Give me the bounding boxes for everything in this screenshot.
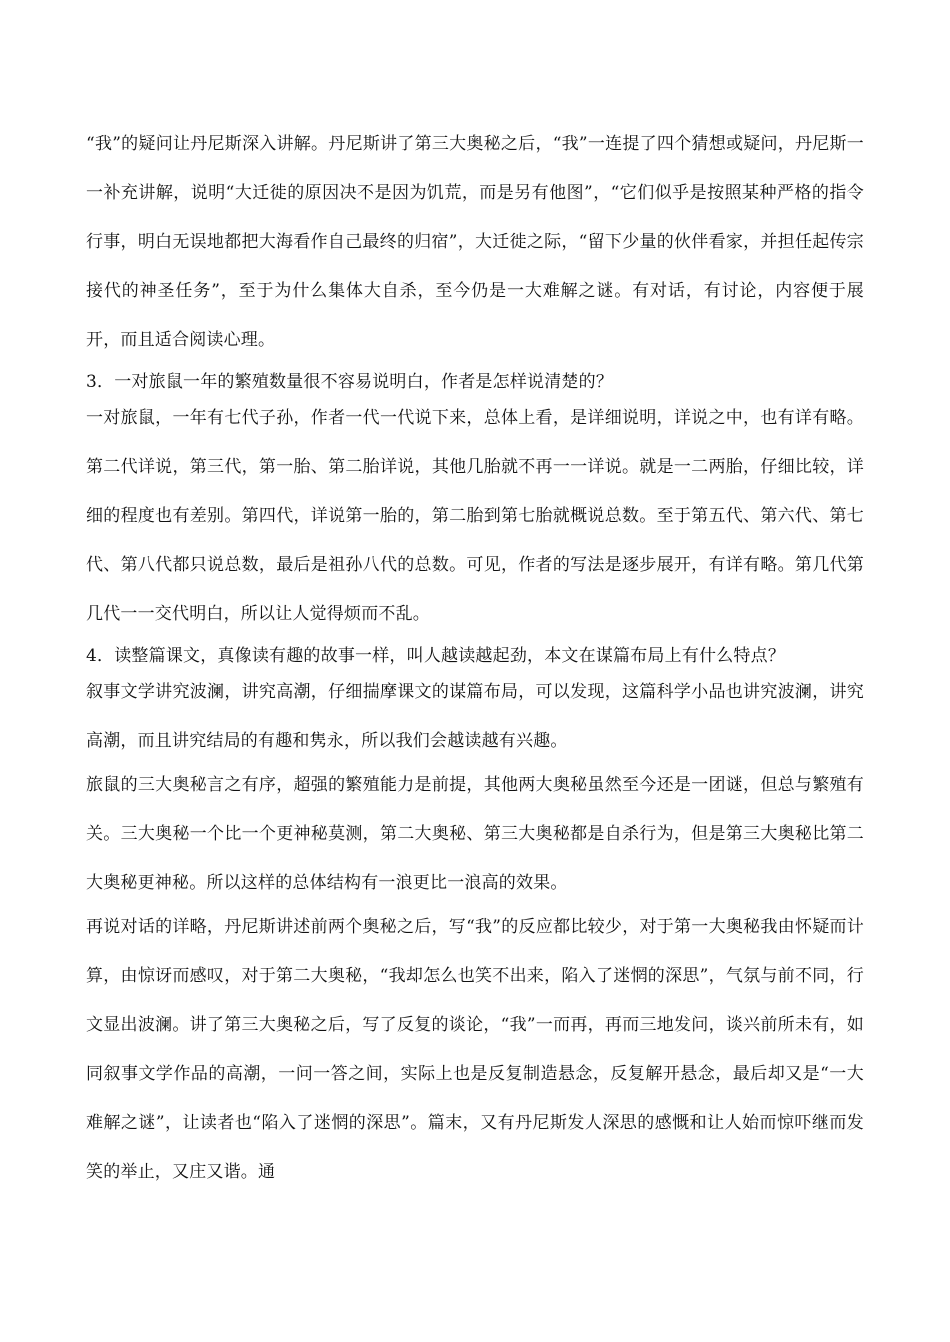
answer-4-dialogue: 再说对话的详略，丹尼斯讲述前两个奥秘之后，写“我”的反应都比较少，对于第一大奥秘我由怀疑而计算，由惊讶而感叹，对于第二大奥秘，“我却怎么也笑不出来，陷入了迷惘的深思”，气氛与前不同，行文显出波澜。讲了第三大奥秘之后，写了反复的谈论，“我”一而再，再而三地发问，谈兴前所未有，如同叙事文学作品的高潮，一问一答之间，实际上也是反复制造悬念，反复解开悬念，最后却又是“一大难解之谜”，让读者也“陷入了迷惘的深思”。篇末，又有丹尼斯发人深思的感慨和让人始而惊吓继而发笑的举止，又庄又谐。通	[86, 917, 864, 1182]
question-4: 4．读整篇课文，真像读有趣的故事一样，叫人越读越起劲，本文在谋篇布局上有什么特点？	[86, 646, 786, 666]
answer-3: 一对旅鼠，一年有七代子孙，作者一代一代说下来，总体上看，是详细说明，详说之中，也有详有略。第二代详说，第三代，第一胎、第二胎详说，其他几胎就不再一一详说。就是一二两胎，仔细比较，详细的程度也有差别。第四代，详说第一胎的，第二胎到第七胎就概说总数。至于第五代、第六代、第七代、第八代都只说总数，最后是祖孙八代的总数。可见，作者的写法是逐步展开，有详有略。第几代第几代一一交代明白，所以让人觉得烦而不乱。	[86, 408, 864, 624]
paragraph-explanation-dialogue: “我”的疑问让丹尼斯深入讲解。丹尼斯讲了第三大奥秘之后，“我”一连提了四个猜想或疑问，丹尼斯一一补充讲解，说明“大迁徙的原因决不是因为饥荒，而是另有他图”，“它们似乎是按照某种严格的指令行事，明白无误地都把大海看作自己最终的归宿”，大迁徙之际，“留下少量的伙伴看家，并担任起传宗接代的神圣任务”，至于为什么集体大自杀，至今仍是一大难解之谜。有对话，有讨论，内容便于展开，而且适合阅读心理。	[86, 134, 864, 350]
question-3: 3．一对旅鼠一年的繁殖数量很不容易说明白，作者是怎样说清楚的？	[86, 372, 614, 392]
answer-4-structure: 旅鼠的三大奥秘言之有序，超强的繁殖能力是前提，其他两大奥秘虽然至今还是一团谜，但总与繁殖有关。三大奥秘一个比一个更神秘莫测，第二大奥秘、第三大奥秘都是自杀行为，但是第三大奥秘比第二大奥秘更神秘。所以这样的总体结构有一浪更比一浪高的效果。	[86, 775, 864, 893]
answer-4-intro: 叙事文学讲究波澜，讲究高潮，仔细揣摩课文的谋篇布局，可以发现，这篇科学小品也讲究波澜，讲究高潮，而且讲究结局的有趣和隽永，所以我们会越读越有兴趣。	[86, 682, 864, 751]
document-page	[86, 120, 864, 1197]
